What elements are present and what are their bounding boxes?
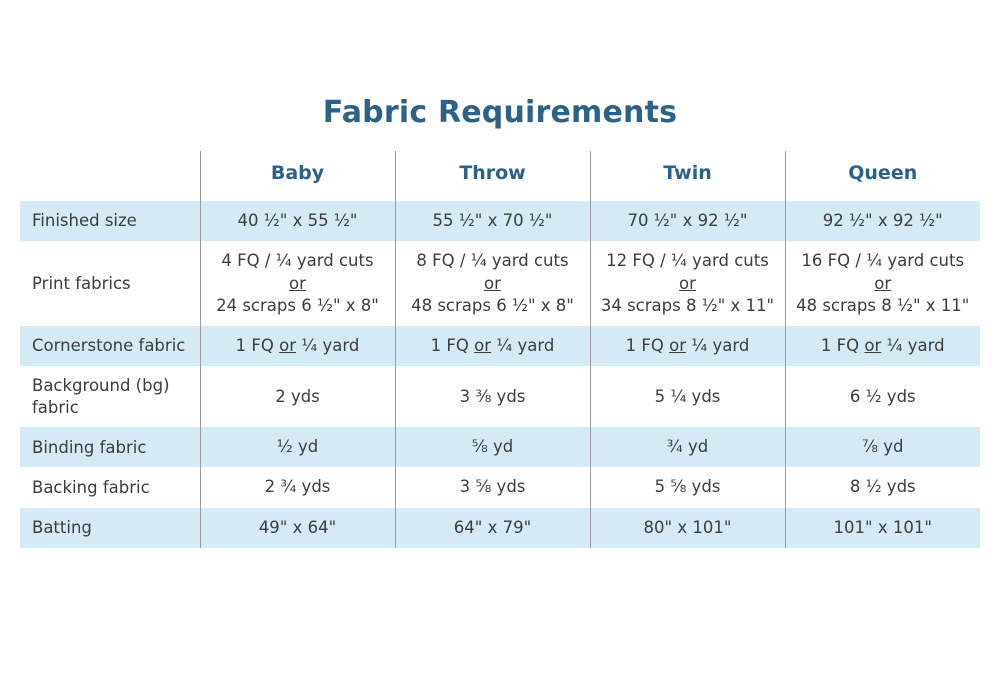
cell-line: 2 ¾ yds	[264, 477, 331, 497]
table-cell	[200, 366, 395, 427]
cell-line: 4 FQ / ¼ yard cuts	[221, 251, 374, 271]
row-label: Binding fabric	[20, 427, 200, 467]
row-label: Backing fabric	[20, 467, 200, 507]
table-cell	[590, 241, 785, 326]
cell-line: or	[874, 273, 892, 293]
cell-line: 5 ¼ yds	[654, 386, 721, 406]
table-cell	[785, 366, 980, 427]
cell-text-suffix: ¼ yard	[296, 336, 360, 356]
cell-text-prefix: 1 FQ	[235, 336, 280, 356]
cell-line: 3 ⅜ yds	[459, 386, 526, 406]
cell-line: 5 ⅝ yds	[654, 477, 721, 497]
table-row	[20, 427, 980, 467]
table-cell	[395, 201, 590, 241]
cell-text-prefix: 1 FQ	[820, 336, 865, 356]
cell-line: 92 ½" x 92 ½"	[822, 211, 943, 230]
table-cell	[395, 326, 590, 366]
column-header-baby: Baby	[200, 151, 395, 201]
table-cell	[785, 427, 980, 467]
cell-line: 2 yds	[275, 386, 320, 406]
table-cell	[200, 467, 395, 507]
cell-line: 70 ½" x 92 ½"	[627, 211, 748, 230]
table-row	[20, 508, 980, 548]
page-title: Fabric Requirements	[322, 95, 678, 130]
cell-text-or: or	[279, 336, 297, 356]
cell-line: 12 FQ / ¼ yard cuts	[606, 251, 769, 271]
table-cell	[200, 508, 395, 548]
cell-line: 16 FQ / ¼ yard cuts	[801, 251, 965, 271]
cell-line: or	[484, 273, 501, 293]
cell-line: 8 FQ / ¼ yard cuts	[416, 251, 569, 271]
table-cell	[590, 201, 785, 241]
cell-line: ¾ yd	[666, 437, 709, 457]
cell-line: ⅝ yd	[471, 437, 514, 457]
table-cell	[200, 326, 395, 366]
column-header-twin: Twin	[590, 151, 785, 201]
table-cell	[395, 508, 590, 548]
cell-line: ½ yd	[276, 437, 319, 457]
table-row	[20, 467, 980, 507]
cell-text-suffix: ¼ yard	[686, 336, 750, 356]
cell-line: ⅞ yd	[862, 437, 904, 457]
cell-line: 80" x 101"	[643, 517, 732, 537]
table-cell	[785, 467, 980, 507]
table-cell	[590, 326, 785, 366]
cell-line: 40 ½" x 55 ½"	[237, 211, 358, 230]
table-cell	[200, 427, 395, 467]
table-body	[20, 201, 980, 548]
cell-line: 3 ⅝ yds	[459, 477, 526, 497]
table-cell	[785, 241, 980, 326]
column-header-queen: Queen	[785, 151, 980, 201]
cell-line: 101" x 101"	[833, 517, 932, 537]
table-cell	[200, 201, 395, 241]
cell-text-or: or	[864, 336, 882, 356]
table-cell	[395, 241, 590, 326]
table-header-row	[20, 151, 980, 201]
row-label: Print fabrics	[20, 241, 200, 326]
table-cell	[395, 427, 590, 467]
row-label-header	[20, 151, 200, 201]
column-header-throw: Throw	[395, 151, 590, 201]
cell-line: or	[289, 273, 306, 293]
cell-text-suffix: ¼ yard	[881, 336, 945, 356]
cell-line: or	[679, 273, 696, 293]
cell-line: 49" x 64"	[258, 517, 337, 537]
table-row	[20, 201, 980, 241]
cell-line: 34 scraps 8 ½" x 11"	[600, 295, 775, 315]
table-cell	[200, 241, 395, 326]
table-cell	[590, 366, 785, 427]
cell-line: 55 ½" x 70 ½"	[432, 211, 553, 230]
table-row	[20, 241, 980, 326]
cell-line: 48 scraps 6 ½" x 8"	[411, 295, 574, 315]
table-cell	[590, 427, 785, 467]
table-cell	[590, 467, 785, 507]
table-cell	[785, 326, 980, 366]
row-label: Finished size	[20, 201, 200, 241]
cell-text-or: or	[474, 336, 492, 356]
cell-text-or: or	[669, 336, 687, 356]
cell-line: 48 scraps 8 ½" x 11"	[796, 295, 970, 315]
cell-text-prefix: 1 FQ	[625, 336, 670, 356]
cell-line: 24 scraps 6 ½" x 8"	[216, 295, 379, 315]
row-label: Background (bg) fabric	[20, 366, 200, 427]
cell-line: 64" x 79"	[453, 517, 532, 537]
table-cell	[395, 467, 590, 507]
table-cell	[785, 508, 980, 548]
row-label: Batting	[20, 508, 200, 548]
table-cell	[590, 508, 785, 548]
cell-line: 6 ½ yds	[849, 386, 916, 406]
table-row	[20, 366, 980, 427]
table-cell	[395, 366, 590, 427]
table-cell	[785, 201, 980, 241]
cell-line: 8 ½ yds	[849, 477, 916, 497]
row-label: Cornerstone fabric	[20, 326, 200, 366]
cell-text-suffix: ¼ yard	[491, 336, 555, 356]
table-row	[20, 326, 980, 366]
fabric-requirements-table	[20, 151, 980, 548]
cell-text-prefix: 1 FQ	[430, 336, 475, 356]
